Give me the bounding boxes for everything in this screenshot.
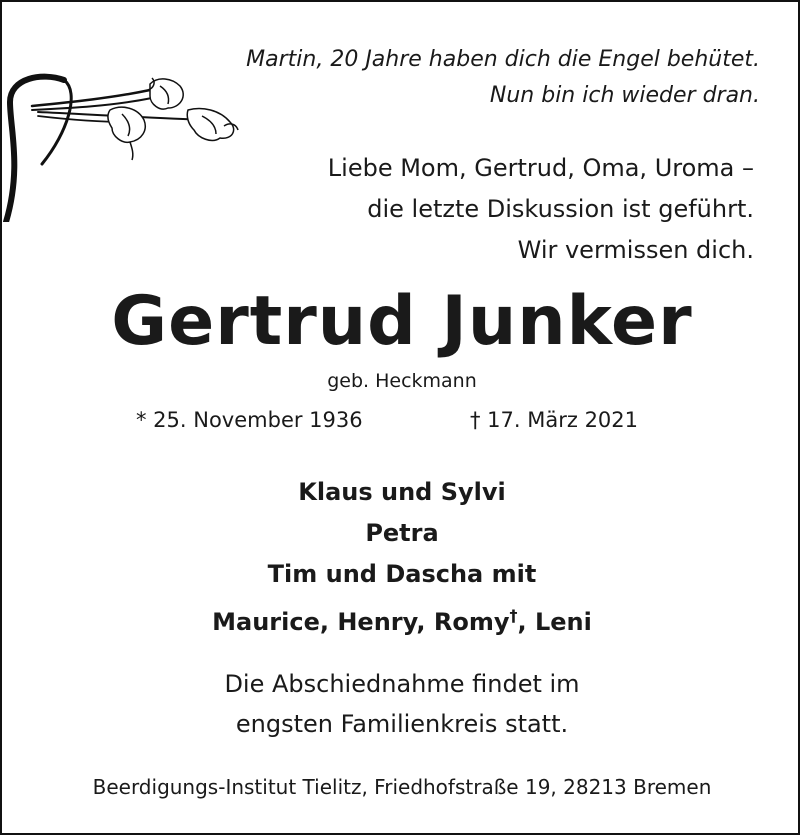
- mourners-names: Maurice, Henry, Romy: [212, 608, 510, 636]
- message-line: Liebe Mom, Gertrud, Oma, Uroma –: [327, 154, 754, 182]
- farewell-line: Die Abschiednahme findet im: [224, 670, 580, 698]
- calla-lilies-heart-icon: [2, 72, 262, 222]
- mourners-line: Klaus und Sylvi: [298, 478, 506, 506]
- farewell-line: engsten Familienkreis statt.: [235, 710, 569, 738]
- message-line: Wir vermissen dich.: [517, 236, 754, 264]
- family-message: [328, 148, 754, 271]
- quote-line: Nun bin ich wieder dran.: [489, 83, 760, 108]
- birth-name: geb. Heckmann: [327, 370, 477, 392]
- mourners-line: [2, 595, 800, 643]
- birth-date: * 25. November 1936: [136, 408, 363, 432]
- cross-mark: †: [509, 606, 518, 625]
- mourners-line: Tim und Dascha mit: [267, 560, 537, 588]
- death-date: † 17. März 2021: [470, 408, 639, 432]
- opening-quote: [246, 42, 760, 114]
- farewell-note: [2, 664, 800, 744]
- mourners-line: Petra: [365, 519, 439, 547]
- funeral-home-address: Beerdigungs-Institut Tielitz, Friedhofstraße 19, 28213 Bremen: [92, 775, 712, 799]
- deceased-name: Gertrud Junker: [111, 282, 693, 361]
- message-line: die letzte Diskussion ist geführt.: [367, 195, 754, 223]
- mourners-names-end: , Leni: [517, 608, 592, 636]
- quote-line: Martin, 20 Jahre haben dich die Engel behütet.: [246, 47, 760, 72]
- mourners-list: [2, 472, 800, 643]
